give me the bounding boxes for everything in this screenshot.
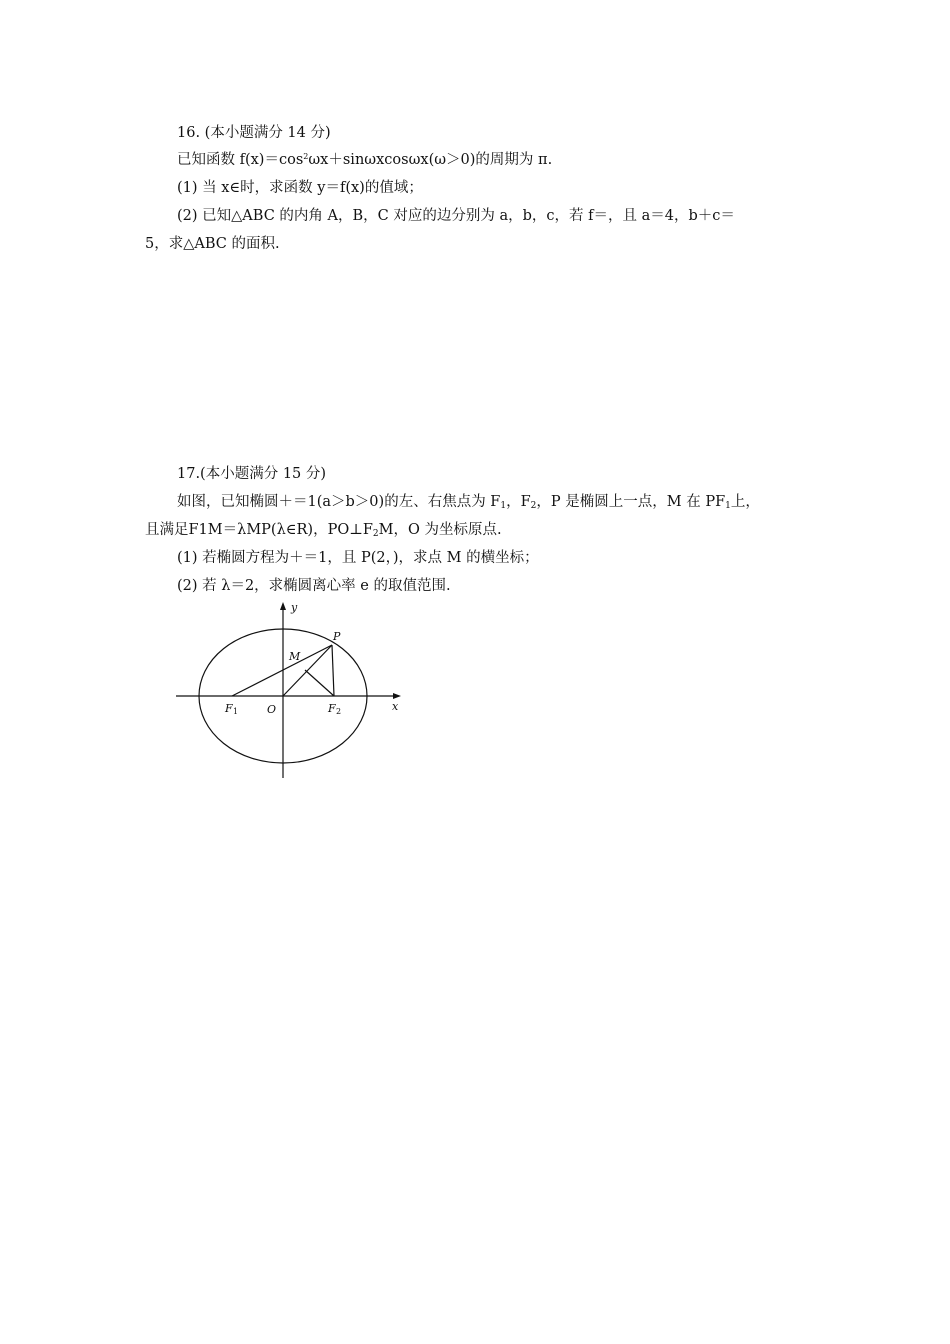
q17-part2: (2) 若 λ＝2，求椭圆离心率 e 的取值范围. — [177, 578, 451, 594]
q16-header: 16. (本小题满分 14 分) — [177, 125, 331, 141]
q17-stem-line2 — [145, 520, 502, 540]
q16-stem — [177, 150, 552, 170]
label-p: P — [333, 630, 341, 643]
x-axis-arrow-icon — [393, 693, 401, 699]
label-x: x — [392, 700, 399, 713]
label-f1: F — [225, 702, 233, 715]
q17-stem-l1-b: ，F — [506, 494, 531, 510]
q17-stem-l1-c: ，P 是椭圆上一点，M 在 PF — [536, 494, 726, 510]
q16-stem-text-a: 已知函数 f(x)＝cos — [177, 152, 304, 168]
q16-part2-line1: (2) 已知△ABC 的内角 A，B，C 对应的边分别为 a，b，c，若 f＝，且 a＝4，b＋c＝ — [177, 208, 735, 224]
q17-part1: (1) 若椭圆方程为＋＝1，且 P(2，)，求点 M 的横坐标； — [177, 550, 539, 566]
q17-stem-l1-sub1: 1 — [500, 501, 507, 511]
q17-stem-l1-d: 上， — [730, 494, 760, 510]
q16-part1: (1) 当 x∈时，求函数 y＝f(x)的值域； — [177, 180, 423, 196]
ellipse-figure — [170, 598, 410, 783]
segment-p-f2 — [332, 645, 334, 696]
q16-part2-line2: 5，求△ABC 的面积. — [145, 236, 280, 252]
label-o: O — [267, 703, 277, 716]
y-axis-arrow-icon — [280, 602, 286, 610]
q17-stem-l1-sub2: 2 — [530, 501, 537, 511]
q17-stem-l1-a: 如图，已知椭圆＋＝1(a＞b＞0)的左、右焦点为 F — [177, 494, 501, 510]
q17-stem-l2-sub: 2 — [372, 529, 379, 539]
label-f2-sub: 2 — [336, 707, 342, 716]
q17-stem-line1 — [177, 492, 760, 512]
segment-f1-p — [232, 645, 332, 696]
q17-stem-l2-a: 且满足F1M＝λMP(λ∈R)，PO⊥F — [145, 522, 373, 538]
q17-stem-l2-b: M，O 为坐标原点. — [378, 522, 502, 538]
segment-f2-m — [305, 670, 334, 696]
label-m: M — [289, 650, 301, 663]
q16-stem-exponent: 2 — [303, 152, 309, 161]
label-f2: F — [328, 702, 336, 715]
q16-stem-text-b: ωx＋sinωxcosωx(ω＞0)的周期为 π. — [308, 152, 553, 168]
q17-header: 17.(本小题满分 15 分) — [177, 466, 327, 482]
q17-stem-l1-sub3: 1 — [725, 501, 731, 511]
label-y: y — [291, 601, 298, 614]
label-f1-sub: 1 — [233, 707, 239, 716]
